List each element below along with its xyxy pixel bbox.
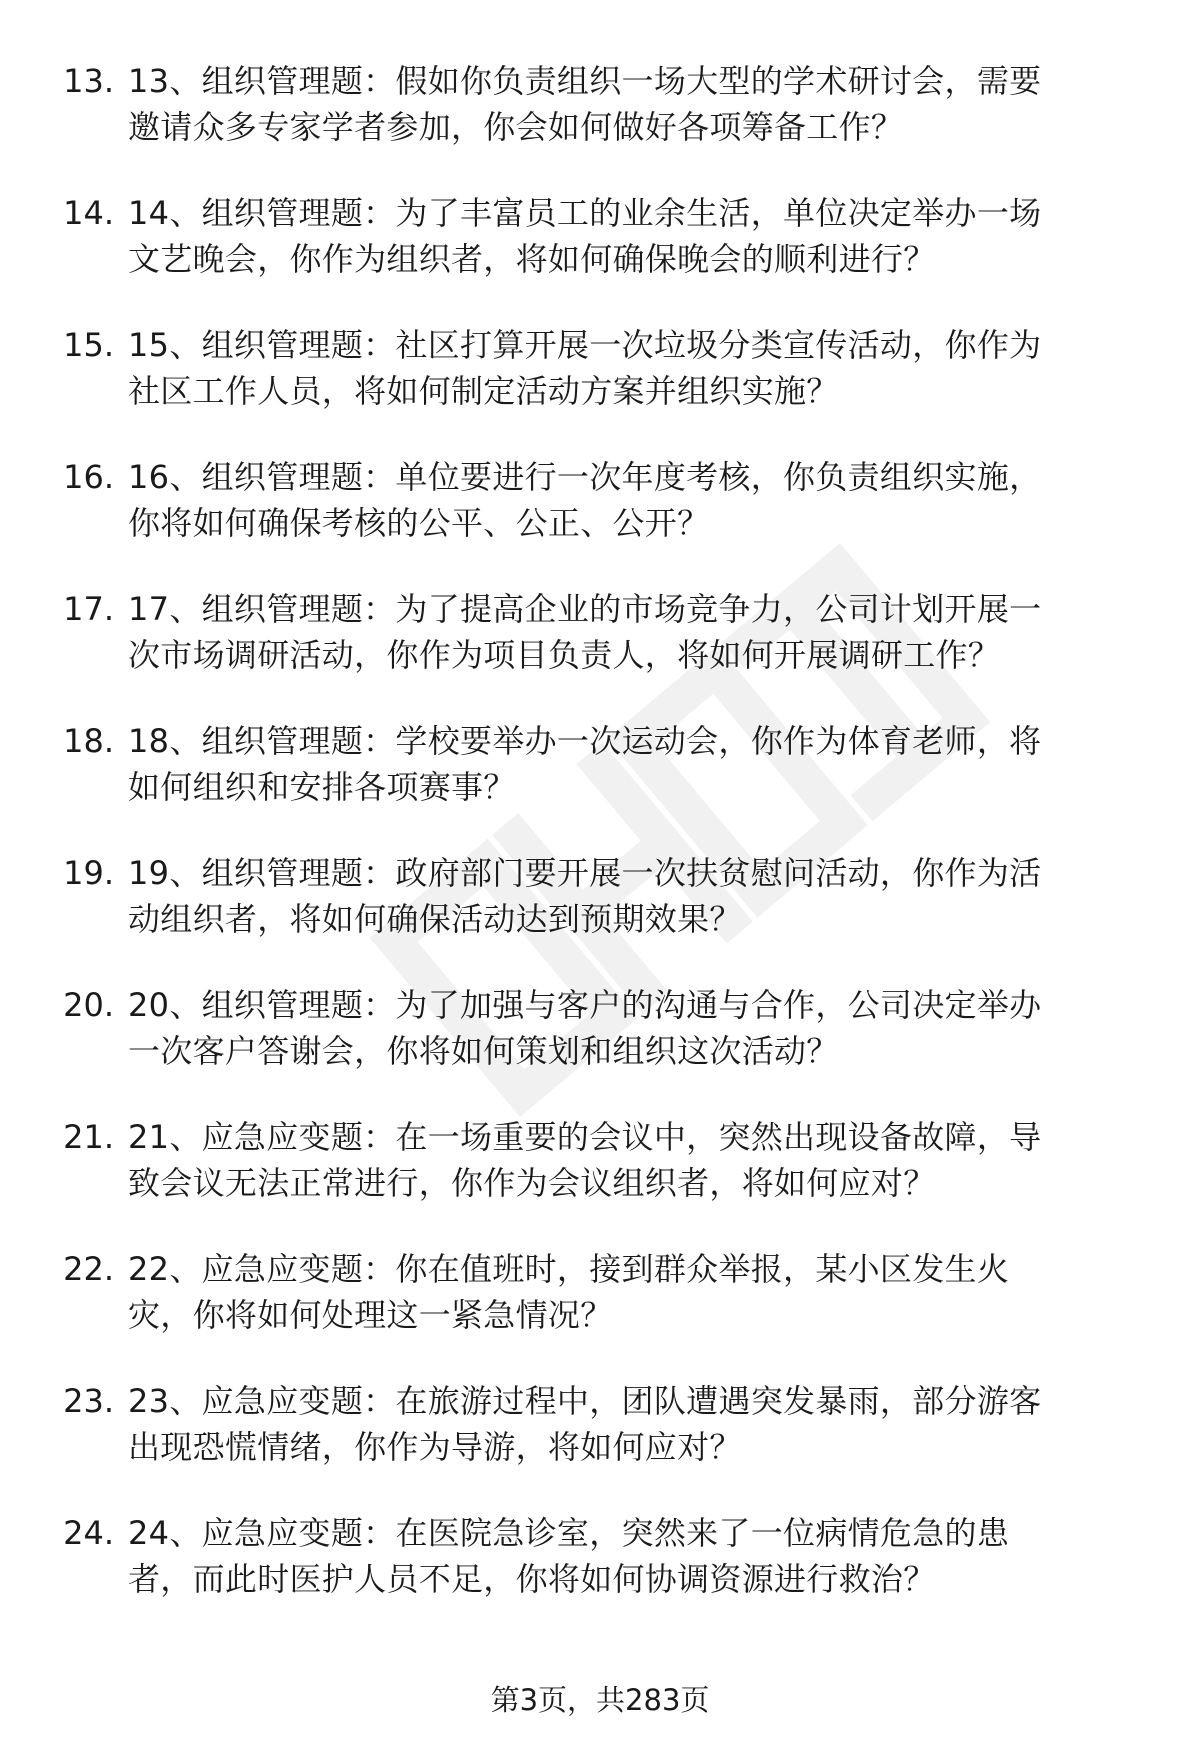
list-item bbox=[0, 982, 1200, 1114]
item-number: 23. bbox=[63, 1382, 114, 1420]
list-item bbox=[0, 58, 1200, 190]
question-text bbox=[128, 190, 1148, 282]
item-number: 14. bbox=[63, 194, 114, 232]
question-line: 16、组织管理题：单位要进行一次年度考核，你负责组织实施， bbox=[128, 458, 1042, 496]
list-item bbox=[0, 1378, 1200, 1510]
question-text bbox=[128, 1378, 1148, 1470]
item-number: 20. bbox=[63, 986, 114, 1024]
question-text bbox=[128, 1114, 1148, 1206]
question-line: 22、应急应变题：你在值班时，接到群众举报，某小区发生火 bbox=[128, 1250, 1010, 1288]
question-line: 18、组织管理题：学校要举办一次运动会，你作为体育老师，将 bbox=[128, 722, 1042, 760]
question-text bbox=[128, 1510, 1148, 1602]
question-line: 13、组织管理题：假如你负责组织一场大型的学术研讨会，需要 bbox=[128, 62, 1042, 100]
question-line: 动组织者，将如何确保活动达到预期效果？ bbox=[128, 900, 742, 938]
question-line: 出现恐慌情绪，你作为导游，将如何应对？ bbox=[128, 1428, 742, 1466]
question-line: 19、组织管理题：政府部门要开展一次扶贫慰问活动，你作为活 bbox=[128, 854, 1042, 892]
question-line: 文艺晚会，你作为组织者，将如何确保晚会的顺利进行？ bbox=[128, 240, 936, 278]
question-line: 者，而此时医护人员不足，你将如何协调资源进行救治？ bbox=[128, 1560, 936, 1598]
item-number: 21. bbox=[63, 1118, 114, 1156]
question-line: 邀请众多专家学者参加，你会如何做好各项筹备工作？ bbox=[128, 108, 904, 146]
question-text bbox=[128, 718, 1148, 810]
question-text bbox=[128, 586, 1148, 678]
question-text bbox=[128, 454, 1148, 546]
list-item bbox=[0, 718, 1200, 850]
item-number: 17. bbox=[63, 590, 114, 628]
list-item bbox=[0, 322, 1200, 454]
question-line: 社区工作人员，将如何制定活动方案并组织实施？ bbox=[128, 372, 839, 410]
list-item bbox=[0, 1114, 1200, 1246]
question-line: 灾，你将如何处理这一紧急情况？ bbox=[128, 1296, 613, 1334]
list-item bbox=[0, 1510, 1200, 1642]
question-line: 致会议无法正常进行，你作为会议组织者，将如何应对？ bbox=[128, 1164, 936, 1202]
item-number: 15. bbox=[63, 326, 114, 364]
question-line: 21、应急应变题：在一场重要的会议中，突然出现设备故障，导 bbox=[128, 1118, 1042, 1156]
question-line: 23、应急应变题：在旅游过程中，团队遭遇突发暴雨，部分游客 bbox=[128, 1382, 1042, 1420]
item-number: 22. bbox=[63, 1250, 114, 1288]
item-number: 13. bbox=[63, 62, 114, 100]
question-line: 20、组织管理题：为了加强与客户的沟通与合作，公司决定举办 bbox=[128, 986, 1042, 1024]
question-text bbox=[128, 982, 1148, 1074]
question-line: 15、组织管理题：社区打算开展一次垃圾分类宣传活动，你作为 bbox=[128, 326, 1042, 364]
list-item bbox=[0, 190, 1200, 322]
question-line: 14、组织管理题：为了丰富员工的业余生活，单位决定举办一场 bbox=[128, 194, 1042, 232]
question-line: 17、组织管理题：为了提高企业的市场竞争力，公司计划开展一 bbox=[128, 590, 1042, 628]
item-number: 16. bbox=[63, 458, 114, 496]
question-text bbox=[128, 322, 1148, 414]
list-item bbox=[0, 850, 1200, 982]
question-line: 次市场调研活动，你作为项目负责人，将如何开展调研工作？ bbox=[128, 636, 1001, 674]
question-text bbox=[128, 1246, 1148, 1338]
item-number: 18. bbox=[63, 722, 114, 760]
list-item bbox=[0, 454, 1200, 586]
item-number: 19. bbox=[63, 854, 114, 892]
question-list bbox=[0, 58, 1200, 1642]
question-text bbox=[128, 58, 1148, 150]
item-number: 24. bbox=[63, 1514, 114, 1552]
page-footer: 第3页，共283页 bbox=[490, 1683, 710, 1717]
question-line: 你将如何确保考核的公平、公正、公开？ bbox=[128, 504, 710, 542]
list-item bbox=[0, 586, 1200, 718]
question-line: 如何组织和安排各项赛事？ bbox=[128, 768, 516, 806]
question-line: 一次客户答谢会，你将如何策划和组织这次活动？ bbox=[128, 1032, 839, 1070]
list-item bbox=[0, 1246, 1200, 1378]
question-text bbox=[128, 850, 1148, 942]
question-line: 24、应急应变题：在医院急诊室，突然来了一位病情危急的患 bbox=[128, 1514, 1010, 1552]
